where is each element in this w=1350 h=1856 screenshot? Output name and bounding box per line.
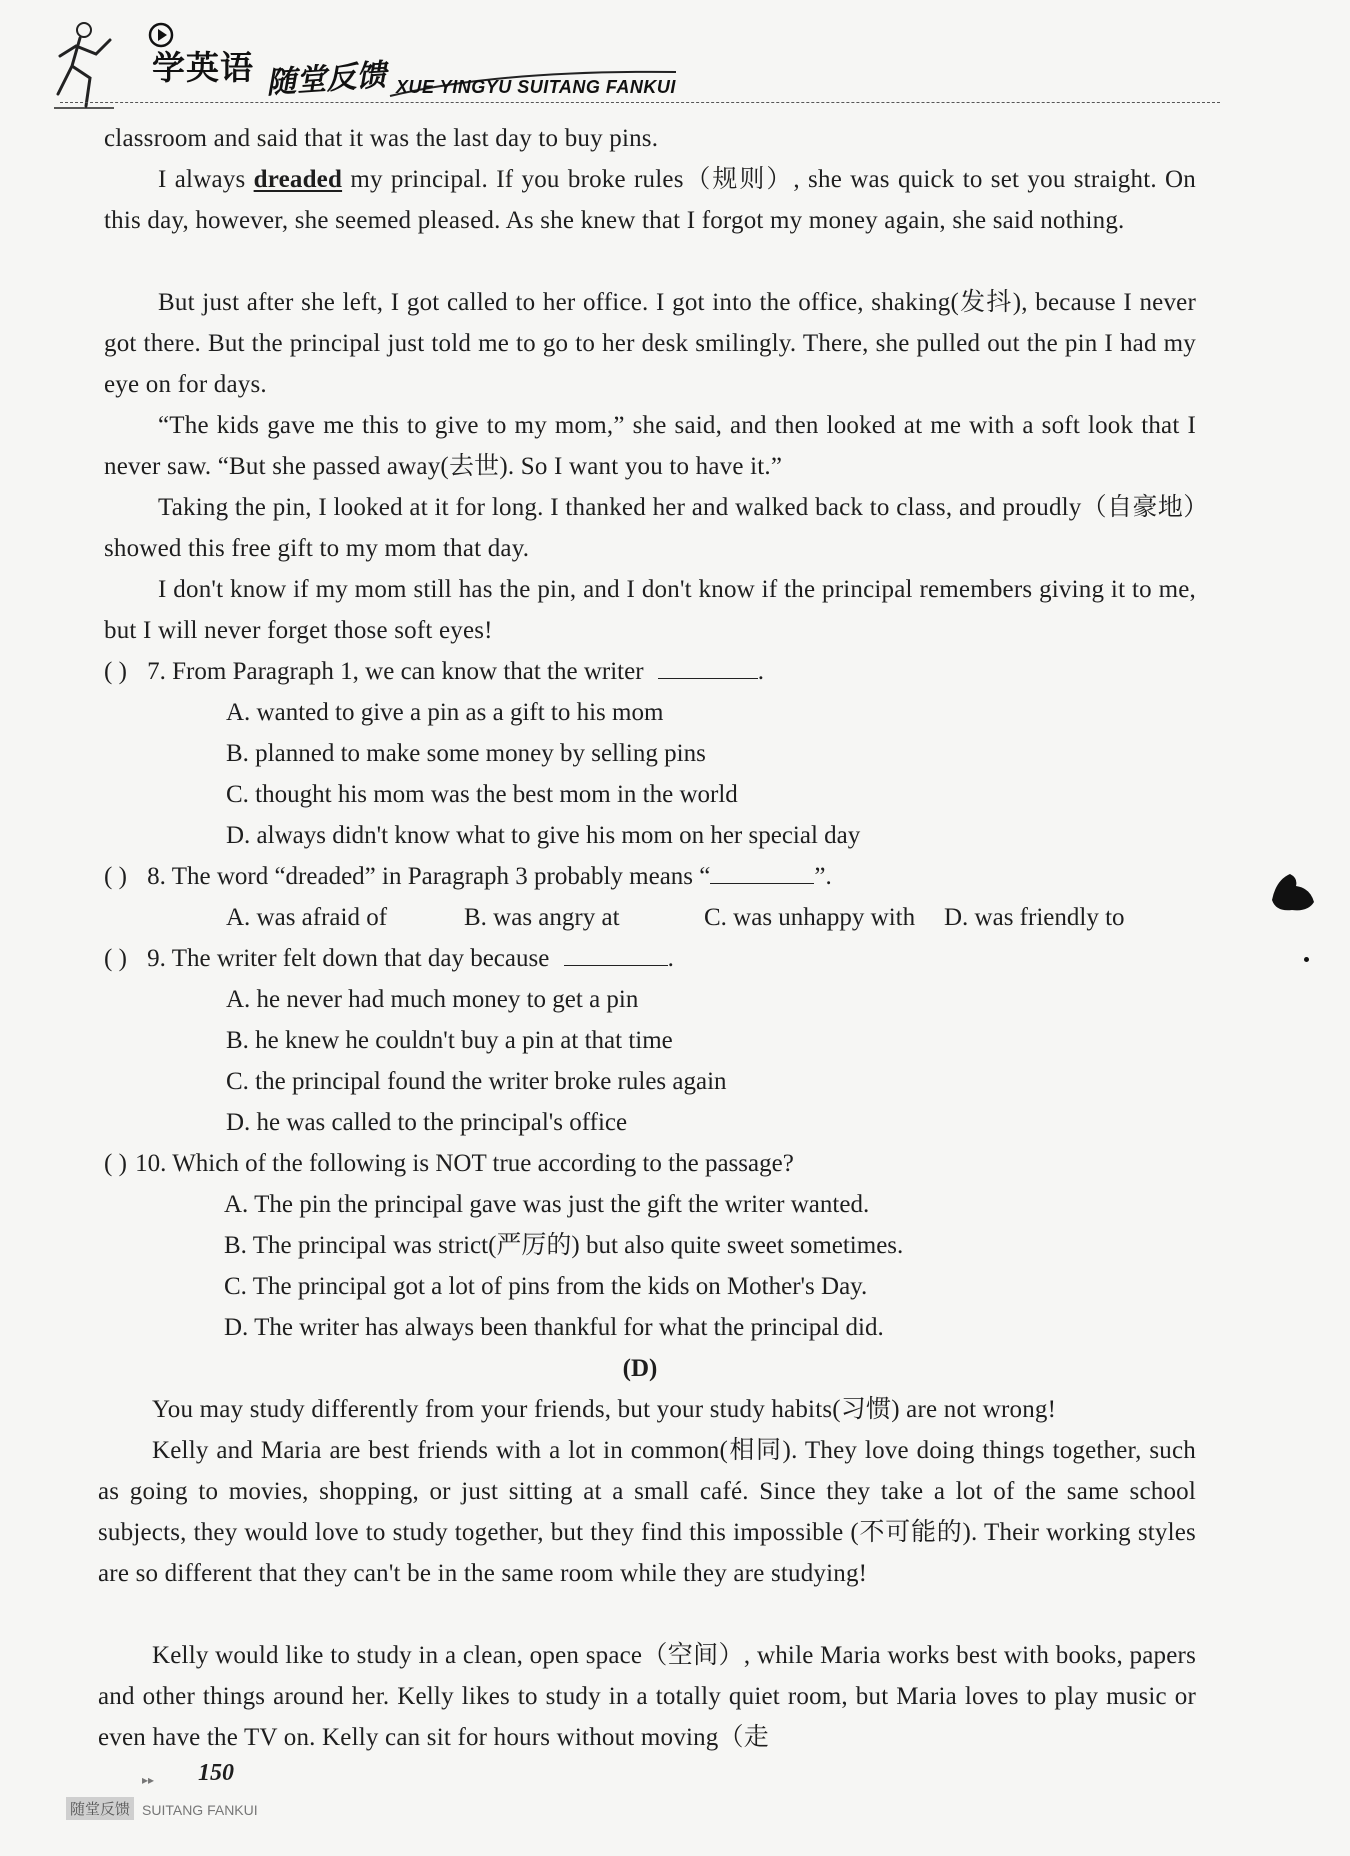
question-tail: . [667, 945, 674, 972]
option-7a: A. wanted to give a pin as a gift to his mom [226, 699, 664, 726]
option-10a: A. The pin the principal gave was just the gift the writer wanted. [224, 1191, 870, 1218]
question-tail: ”. [814, 863, 832, 890]
header-title-en: XUE YINGYU SUITANG FANKUI [396, 77, 676, 97]
option-9a: A. he never had much money to get a pin [226, 986, 639, 1013]
question-stem: 9. The writer felt down that day because [147, 945, 550, 972]
option-7c: C. thought his mom was the best mom in the world [226, 781, 738, 808]
answer-paren[interactable]: ( ) [104, 658, 127, 685]
runner-icon [50, 20, 130, 112]
answer-blank[interactable] [710, 859, 814, 884]
option-8d: D. was friendly to [944, 904, 1125, 931]
passage-d-paragraph-3: Kelly would like to study in a clean, open space（空间）, while Maria works best with books, papers and other things around her. Kelly likes to study in a totally quiet room, but Maria loves to play music or even have the TV on. Kelly can sit for hours without moving（走 [98, 1642, 1196, 1751]
dreaded-word: dreaded [253, 166, 343, 193]
option-9c: C. the principal found the writer broke rules again [226, 1068, 727, 1095]
footer-label-cn: 随堂反馈 [66, 1797, 134, 1820]
passage-d-paragraph-2: Kelly and Maria are best friends with a lot in common(相同). They love doing things together, such as going to movies, shopping, or just sitting at a small café. Since they take a lot of the same school subjects, they would love to study together, but they find this impossible (不可能的). Their working styles are so different that they can't be in the same room while they are studying! [98, 1437, 1196, 1587]
passage-c-paragraph-4: Taking the pin, I looked at it for long. I thanked her and walked back to class, and proudly（自豪地）showed this free gift to my mom that day. [104, 494, 1196, 562]
page-number: 150 [198, 1760, 234, 1786]
footer-label-en: SUITANG FANKUI [142, 1802, 258, 1818]
passage-c-paragraph-3: “The kids gave me this to give to my mom,” she said, and then looked at me with a soft look that I never saw. “But she passed away(去世). So I want you to have it.” [104, 412, 1196, 480]
page-header [40, 14, 1300, 114]
footer-arrow-icon: ▸▸ [142, 1773, 155, 1787]
option-7b: B. planned to make some money by selling pins [226, 740, 706, 767]
option-8c: C. was unhappy with [704, 904, 916, 931]
answer-paren[interactable]: ( ) [104, 863, 127, 890]
passage-c-paragraph-1 [104, 159, 1196, 241]
option-8b: B. was angry at [464, 904, 620, 931]
header-title-script: 随堂反馈 [265, 57, 388, 102]
option-10b: B. The principal was strict(严厉的) but also quite sweet sometimes. [224, 1232, 904, 1259]
answer-blank[interactable] [658, 654, 758, 679]
ink-mark [1268, 870, 1316, 914]
option-9b: B. he knew he couldn't buy a pin at that time [226, 1027, 673, 1054]
passage-c-paragraph-2: But just after she left, I got called to her office. I got into the office, shaking(发抖), because I never got there. But the principal just told me to go to her desk smilingly. There, she pulled out the pin I had my eye on for days. [104, 289, 1196, 398]
question-stem: 10. Which of the following is NOT true according to the passage? [135, 1150, 794, 1177]
passage-d-paragraph-1: You may study differently from your friends, but your study habits(习惯) are not wrong! [152, 1396, 1057, 1423]
question-8 [104, 856, 832, 897]
answer-blank[interactable] [564, 941, 668, 966]
header-title-cn: 学英语 [152, 48, 254, 87]
option-9d: D. he was called to the principal's office [226, 1109, 628, 1136]
question-10 [104, 1143, 794, 1184]
answer-paren[interactable]: ( ) [104, 1150, 127, 1177]
p1-rest: my principal. If you broke rules（规则）, she was quick to set you straight. On this day, however, she seemed pleased. As she knew that I forgot my money again, she said nothing. [104, 166, 1196, 234]
question-7 [104, 651, 764, 692]
passage-c-paragraph-0: classroom and said that it was the last day to buy pins. [104, 125, 659, 152]
question-tail: . [757, 658, 765, 685]
option-8a: A. was afraid of [226, 904, 388, 931]
p1-lead: I always [158, 166, 254, 193]
question-stem: 7. From Paragraph 1, we can know that the writer [147, 658, 644, 685]
ink-dot [1304, 957, 1309, 962]
question-9 [104, 938, 674, 979]
header-divider [60, 102, 1220, 103]
question-stem: 8. The word “dreaded” in Paragraph 3 probably means “ [147, 863, 711, 890]
answer-paren[interactable]: ( ) [104, 945, 127, 972]
option-10d: D. The writer has always been thankful for what the principal did. [224, 1314, 884, 1341]
option-7d: D. always didn't know what to give his mom on her special day [226, 822, 861, 849]
passage-c-paragraph-5: I don't know if my mom still has the pin, and I don't know if the principal remembers giving it to me, but I will never forget those soft eyes! [104, 576, 1196, 644]
option-10c: C. The principal got a lot of pins from the kids on Mother's Day. [224, 1273, 868, 1300]
section-d-label: (D) [622, 1355, 658, 1382]
